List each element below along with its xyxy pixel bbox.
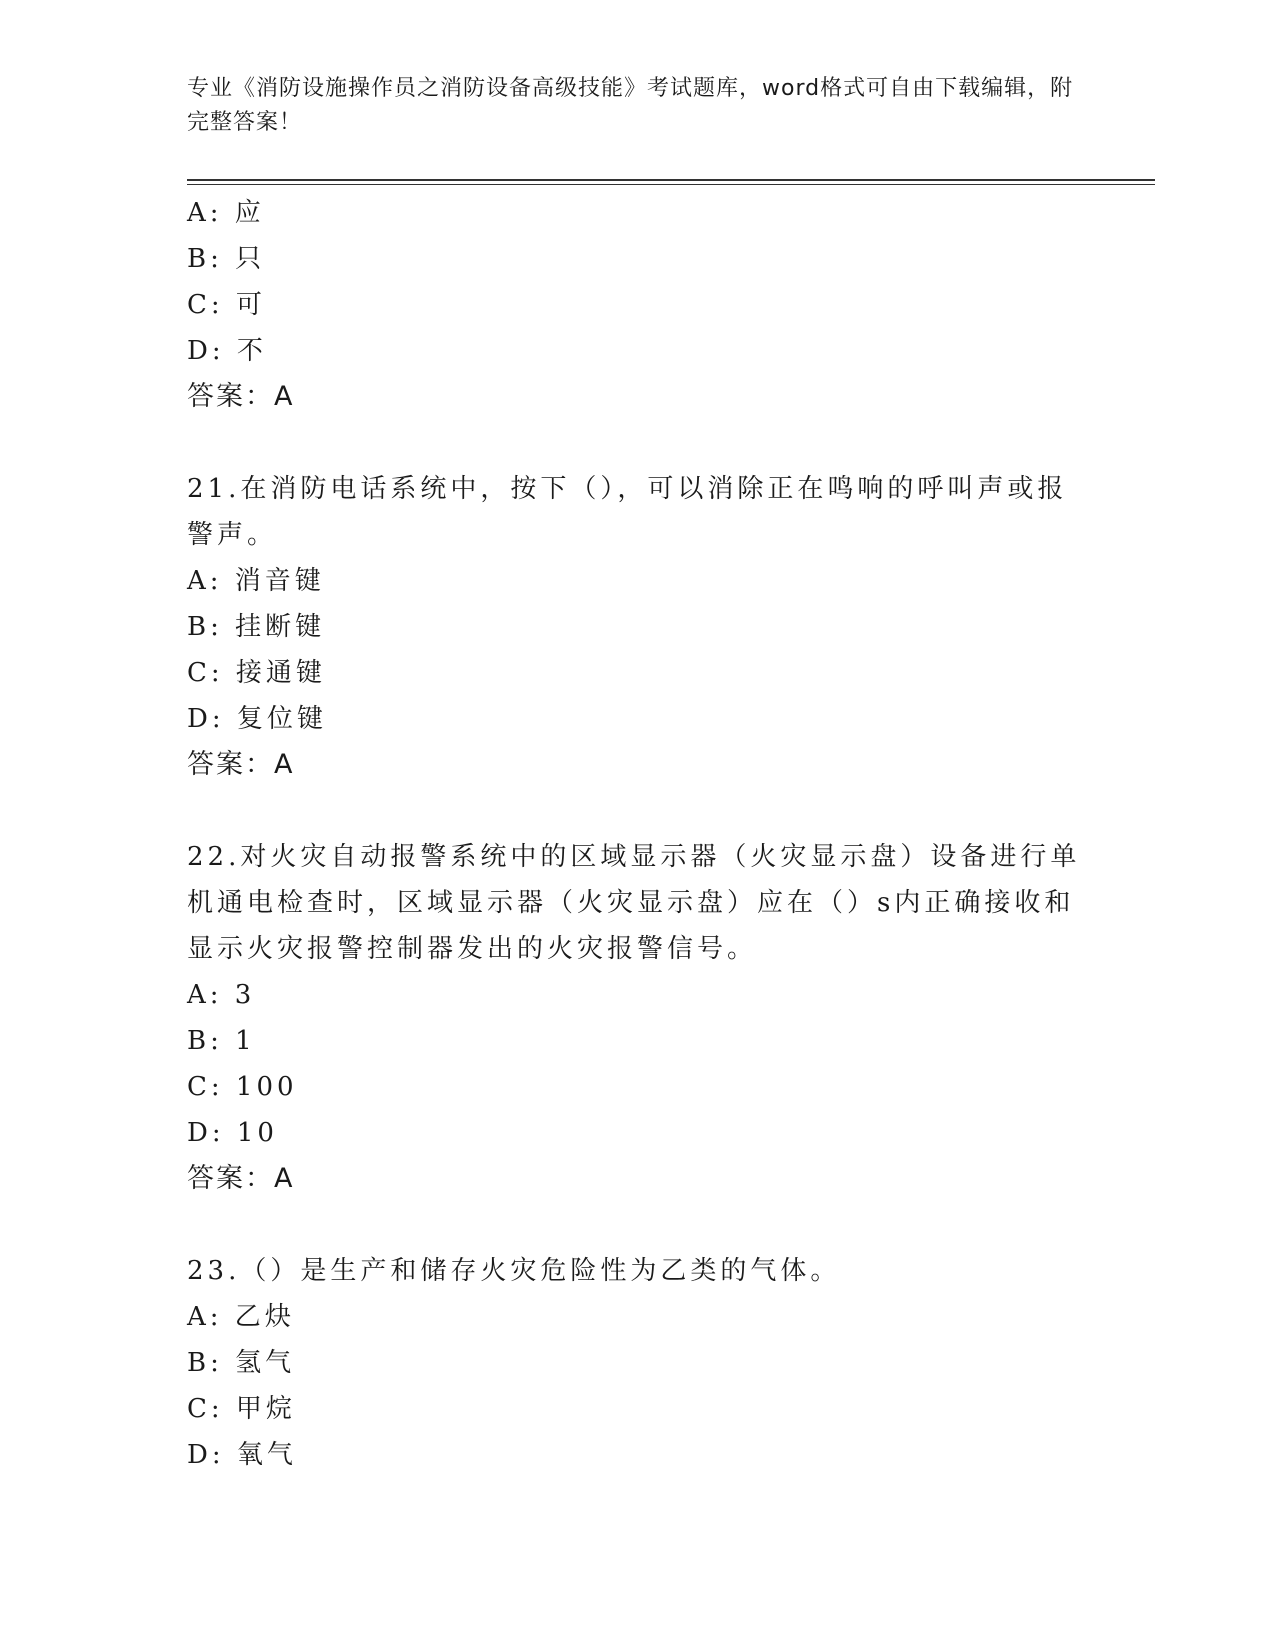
question-block-22 — [187, 834, 1087, 1202]
option-d: D: 复位键 — [187, 704, 327, 734]
question-stem: 23.（）是生产和储存火灾危险性为乙类的气体。 — [187, 1256, 841, 1286]
spacer — [187, 1202, 1087, 1248]
option-c: C: 100 — [187, 1072, 298, 1102]
question-block-partial — [187, 190, 1087, 420]
option-a: A: 乙炔 — [187, 1302, 295, 1332]
header-divider-thick — [187, 179, 1155, 181]
option-b: B: 只 — [187, 244, 266, 274]
option-a: A: 3 — [187, 980, 256, 1010]
option-b: B: 氢气 — [187, 1348, 296, 1378]
header-divider-thin — [187, 184, 1155, 185]
question-list — [187, 190, 1087, 1478]
option-b: B: 1 — [187, 1026, 256, 1056]
question-stem: 21.在消防电话系统中，按下（），可以消除正在鸣响的呼叫声或报警声。 — [187, 474, 1068, 550]
option-d: D: 10 — [187, 1118, 278, 1148]
spacer — [187, 420, 1087, 466]
question-block-23 — [187, 1248, 1087, 1478]
question-stem: 22.对火灾自动报警系统中的区域显示器（火灾显示盘）设备进行单机通电检查时，区域显示器（火灾显示盘）应在（）s内正确接收和显示火灾报警控制器发出的火灾报警信号。 — [187, 842, 1081, 964]
option-b: B: 挂断键 — [187, 612, 326, 642]
option-c: C: 接通键 — [187, 658, 326, 688]
answer-line: 答案：A — [187, 1163, 295, 1194]
option-a: A: 应 — [187, 198, 265, 228]
option-d: D: 不 — [187, 336, 267, 366]
answer-line: 答案：A — [187, 381, 295, 412]
answer-line: 答案：A — [187, 749, 295, 780]
header-text: 专业《消防设施操作员之消防设备高级技能》考试题库，word格式可自由下载编辑，附完整答案！ — [187, 76, 1074, 135]
option-c: C: 甲烷 — [187, 1394, 296, 1424]
question-block-21 — [187, 466, 1087, 788]
document-header — [187, 72, 1087, 140]
option-a: A: 消音键 — [187, 566, 325, 596]
option-d: D: 氧气 — [187, 1440, 297, 1470]
spacer — [187, 788, 1087, 834]
option-c: C: 可 — [187, 290, 266, 320]
